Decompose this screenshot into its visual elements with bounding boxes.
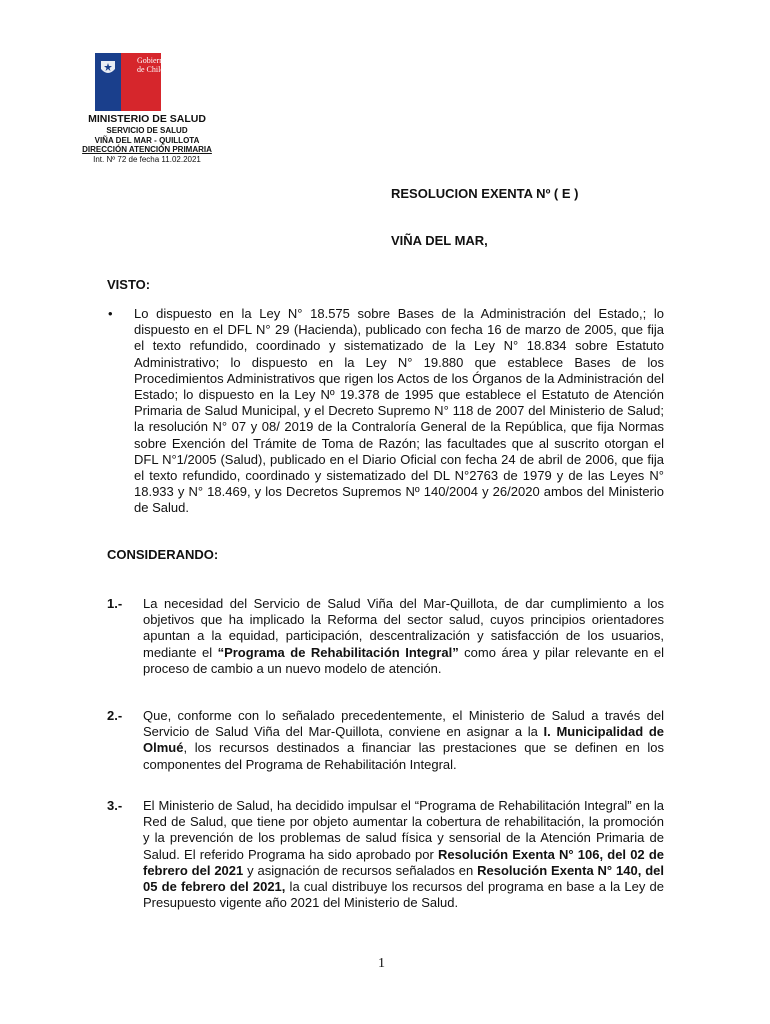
item-3-text-mid: y asignación de recursos señalados en: [243, 862, 478, 878]
page-number: 1: [378, 956, 385, 971]
considerando-item-2: [143, 708, 664, 773]
gobierno-de-chile-logo: [95, 53, 168, 111]
place-date: VIÑA DEL MAR,: [391, 233, 488, 248]
item-2-text-end: , los recursos destinados a financiar las prestaciones que se definen en los componentes del Programa de Rehabilitación Integral.: [143, 740, 664, 772]
resolution-title: RESOLUCION EXENTA Nº ( E ): [391, 186, 579, 201]
considerando-item-3: [143, 798, 664, 911]
considerando-heading: CONSIDERANDO:: [107, 547, 219, 562]
ministry-name: MINISTERIO DE SALUD: [88, 113, 206, 125]
region-name: VIÑA DEL MAR - QUILLOTA: [94, 136, 200, 145]
visto-heading: VISTO:: [107, 277, 151, 292]
considerando-item-1: [143, 596, 664, 677]
visto-bullet: •: [108, 306, 113, 321]
logo-text-line2: de Chile: [137, 65, 164, 74]
item-2-text: Que, conforme con lo señalado precedentemente, el Ministerio de Salud a través del Servicio de Salud Viña del Mar-Quillota, conviene en asignar a la: [143, 708, 664, 740]
internal-reference: Int. Nº 72 de fecha 11.02.2021: [93, 155, 201, 164]
item-1-text-end: como área y pilar relevante en el proceso de cambio a un nuevo modelo de atención.: [143, 644, 665, 676]
logo-text-line1: Gobierno: [137, 56, 168, 65]
logo-text: [137, 56, 167, 74]
coat-of-arms-icon: [97, 57, 119, 79]
item-3-bold-1: Resolución Exenta N° 106, del 02 de febrero del 2021: [143, 846, 665, 878]
item-2-bold: I. Municipalidad de Olmué: [143, 724, 664, 756]
item-3-text: El Ministerio de Salud, ha decidido impulsar el “Programa de Rehabilitación Integral” en la Red de Salud, que tiene por objeto aumentar la cobertura de rehabilitación, la promoción y la prevención de los problemas de salud física y sensorial de la Atención Primaria de Salud. El referido Programa ha sido aprobado por: [143, 798, 664, 862]
item-1-bold: “Programa de Rehabilitación Integral”: [217, 644, 459, 660]
item-3-text-end: la cual distribuye los recursos del programa en base a la Ley de Presupuesto vigente año 2021 del Ministerio de Salud.: [143, 879, 664, 911]
item-3-number: 3.-: [107, 798, 123, 813]
item-3-bold-2: Resolución Exenta N° 140, del 05 de febrero del 2021,: [143, 862, 664, 895]
item-1-number: 1.-: [107, 596, 123, 611]
item-2-number: 2.-: [107, 708, 123, 723]
service-name: SERVICIO DE SALUD: [106, 126, 188, 135]
item-1-text: La necesidad del Servicio de Salud Viña del Mar-Quillota, de dar cumplimiento a los objetivos que ha implicado la Reforma del sector salud, cuyos principios orientadores apuntan a la equidad, participación, descentralización y satisfacción de los usuarios, mediante el: [143, 596, 664, 660]
visto-paragraph: Lo dispuesto en la Ley N° 18.575 sobre Bases de la Administración del Estado,; lo dispuesto en el DFL N° 29 (Hacienda), publicado con fecha 16 de marzo de 2005, que fija el texto refundido, coordinado y sistematizado de la Ley N° 18.834 sobre Estatuto Administrativo; lo dispuesto en la Ley N° 19.880 que establece Bases de los Procedimientos Administrativos que rigen los Actos de los Órganos de la Administración del Estado; lo dispuesto en la Ley Nº 19.378 de 1995 que establece el Estatuto de Atención Primaria de Salud Municipal, y el Decreto Supremo N° 118 de 2007 del Ministerio de Salud; la resolución N° 07 y 08/ 2019 de la Contraloría General de la República, que fija Normas sobre Exención del Trámite de Toma de Razón; las facultades que al suscrito otorgan el DFL N°1/2005 (Salud), publicado en el Diario Oficial con fecha 24 de abril de 2006, que fija el texto refundido, coordinado y sistematizado del DL N°2763 de 1979 y de las Leyes N° 18.933 y N° 18.469, y los Decretos Supremos Nº 140/2004 y 26/2020 ambos del Ministerio de Salud.: [134, 306, 664, 516]
direction-name: DIRECCIÓN ATENCIÓN PRIMARIA: [82, 145, 212, 154]
